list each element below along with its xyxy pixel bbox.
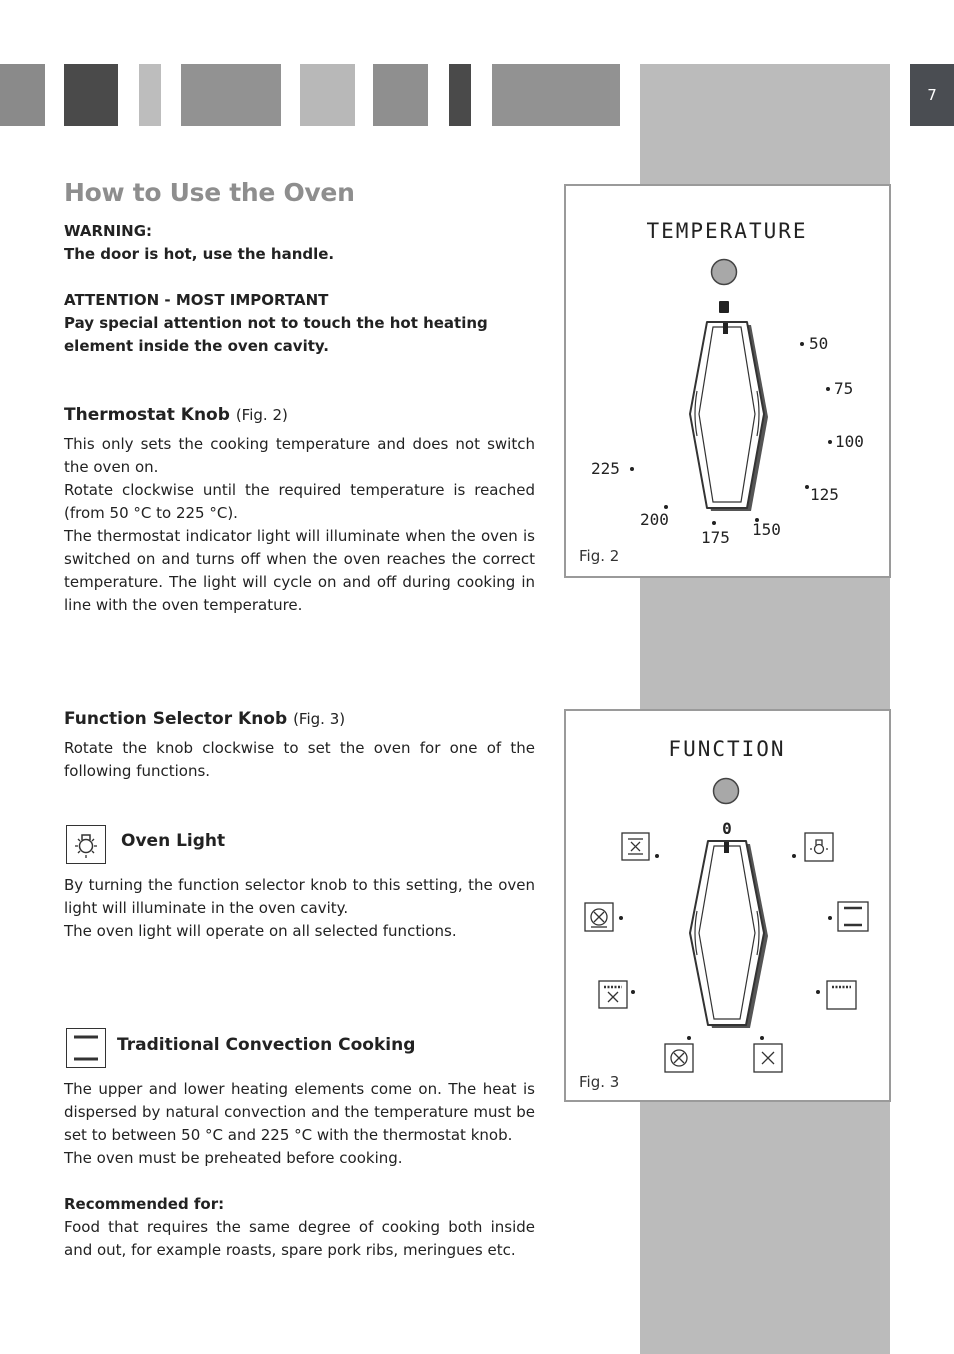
temp-label-75: 75 [834, 379, 854, 398]
attention-text: Pay special attention not to touch the hot heating element inside the oven cavity. [64, 314, 488, 355]
attention-block [64, 289, 535, 358]
fan-icon [665, 1044, 693, 1072]
function-selector-section [64, 708, 535, 783]
header-block [181, 64, 281, 126]
thermostat-fig-ref: (Fig. 2) [235, 406, 288, 424]
thermostat-paragraph: This only sets the cooking temperature and does not switch the oven on. [64, 435, 535, 476]
figure-function-knob [564, 709, 891, 1102]
fig3-caption: Fig. 3 [579, 1073, 620, 1091]
header-block [373, 64, 428, 126]
thermostat-paragraph: The thermostat indicator light will illuminate when the oven is switched on and turns off when the oven reaches the correct temperature. The light will cycle on and off during cooking in line with the oven temperature. [64, 527, 535, 614]
traditional-paragraph: The upper and lower heating elements come on. The heat is dispersed by natural convection and the temperature must be set to between 50 °C and 225 °C with the thermostat knob. [64, 1080, 535, 1144]
header-block [139, 64, 161, 126]
traditional-heading: Traditional Convection Cooking [117, 1035, 416, 1055]
thermostat-section [64, 404, 535, 617]
traditional-section [64, 1078, 535, 1262]
header-block [300, 64, 355, 126]
thermostat-paragraph: Rotate clockwise until the required temperature is reached (from 50 °C to 225 °C). [64, 481, 535, 522]
off-label: 0 [722, 819, 732, 838]
attention-label: ATTENTION - MOST IMPORTANT [64, 291, 329, 309]
oven-light-paragraph: The oven light will operate on all selected functions. [64, 922, 457, 940]
function-dial-graphic [566, 711, 889, 1100]
fan-grill-icon [599, 981, 627, 1008]
fan-bottom-heat-icon [585, 903, 613, 931]
fig2-caption: Fig. 2 [579, 547, 620, 565]
recommended-text: Food that requires the same degree of cooking both inside and out, for example roasts, spare pork ribs, meringues etc. [64, 1218, 535, 1259]
top-bottom-heat-icon [838, 902, 868, 931]
indicator-lamp [714, 779, 739, 804]
temp-label-225: 225 [591, 459, 620, 478]
top-bottom-heat-icon [66, 1028, 106, 1068]
function-selector-fig-ref: (Fig. 3) [293, 710, 346, 728]
figure-temperature-knob [564, 184, 891, 578]
temp-label-100: 100 [835, 432, 864, 451]
grill-fan-icon [622, 833, 649, 860]
grill-icon [827, 981, 856, 1009]
thermostat-heading: Thermostat Knob (Fig. 2) [64, 405, 288, 425]
header-block [449, 64, 471, 126]
warning-block [64, 220, 535, 266]
temp-label-175: 175 [701, 528, 730, 547]
function-selector-heading: Function Selector Knob (Fig. 3) [64, 709, 346, 729]
off-marker [719, 301, 729, 313]
defrost-fan-icon [754, 1044, 782, 1072]
oven-light-paragraph: By turning the function selector knob to this setting, the oven light will illuminate in the oven cavity. [64, 876, 535, 917]
function-knob[interactable] [690, 841, 768, 1028]
temp-label-50: 50 [809, 334, 829, 353]
light-bulb-icon [66, 825, 106, 864]
warning-label: WARNING: [64, 222, 153, 240]
function-selector-paragraph: Rotate the knob clockwise to set the oven for one of the following functions. [64, 739, 535, 780]
traditional-paragraph: The oven must be preheated before cooking. [64, 1149, 403, 1167]
page-number: 7 [910, 64, 954, 126]
oven-light-heading: Oven Light [121, 831, 226, 851]
page-title: How to Use the Oven [64, 178, 355, 207]
header-block [64, 64, 118, 126]
temp-label-150: 150 [752, 520, 781, 539]
recommended-label: Recommended for: [64, 1195, 225, 1213]
oven-light-section [64, 874, 535, 943]
warning-text: The door is hot, use the handle. [64, 245, 335, 263]
function-label: FUNCTION [668, 737, 786, 761]
temperature-label: TEMPERATURE [646, 219, 808, 243]
thermostat-knob[interactable] [690, 322, 768, 511]
temperature-dial-graphic [566, 186, 889, 576]
indicator-lamp [712, 260, 737, 285]
light-bulb-icon [805, 833, 833, 861]
temp-label-200: 200 [640, 510, 669, 529]
header-block [0, 64, 45, 126]
header-block [492, 64, 620, 126]
temp-label-125: 125 [810, 485, 839, 504]
